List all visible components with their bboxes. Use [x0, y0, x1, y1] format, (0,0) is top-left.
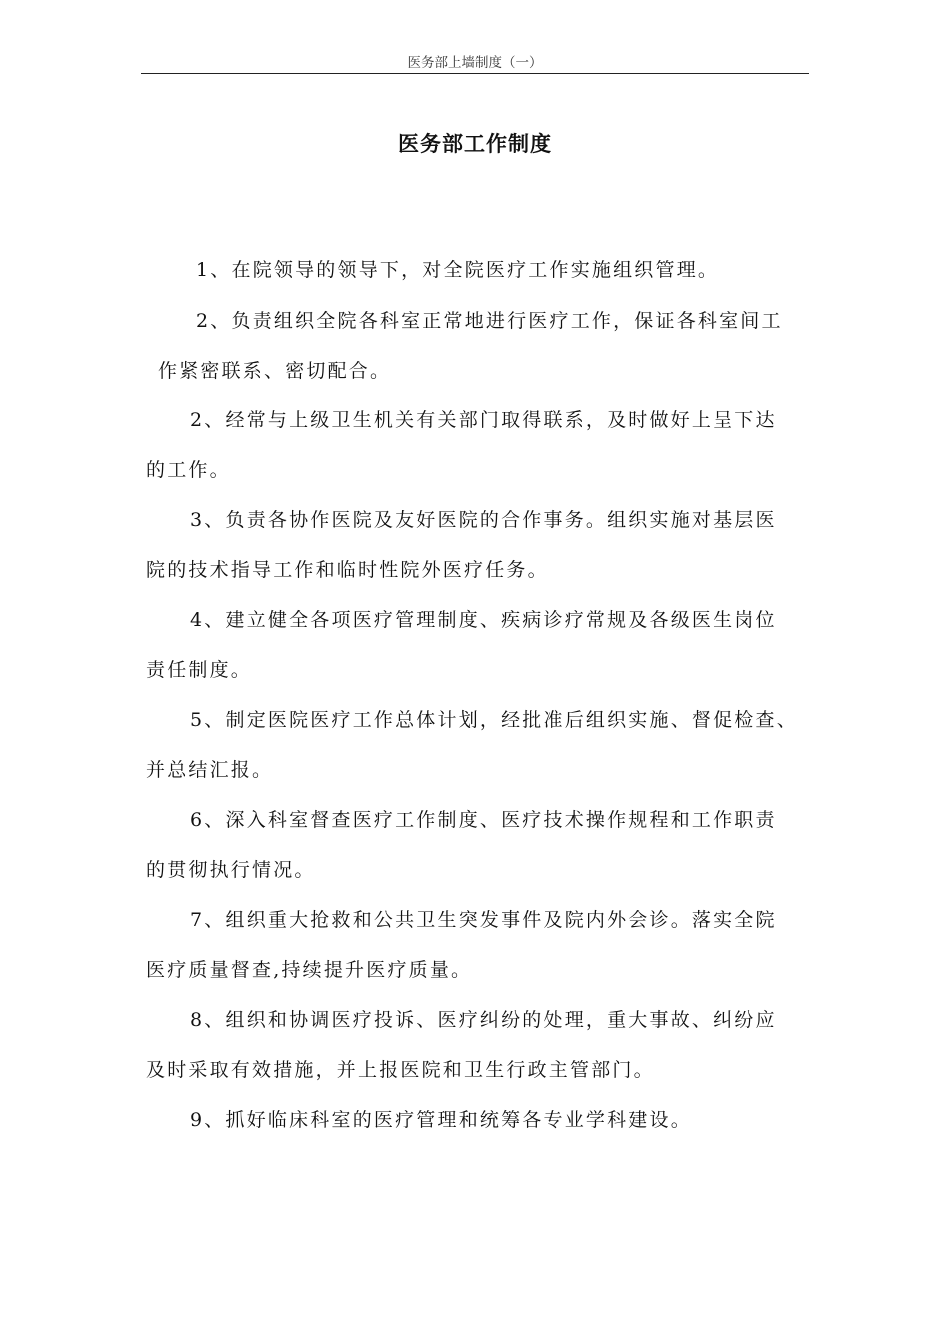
- rule-text-line: 的工作。: [146, 459, 231, 481]
- running-header-title: 医务部上墙制度（一）: [407, 55, 543, 71]
- rule-text-line: 8、组织和协调医疗投诉、医疗纠纷的处理，重大事故、纠纷应: [190, 1009, 777, 1031]
- rule-item-4: [146, 595, 816, 695]
- rule-text-line: 及时采取有效措施，并上报医院和卫生行政主管部门。: [146, 1059, 655, 1081]
- rule-text-line: 4、建立健全各项医疗管理制度、疾病诊疗常规及各级医生岗位: [190, 609, 777, 631]
- document-title: 医务部工作制度: [398, 132, 552, 156]
- rule-text-line: 1、在院领导的领导下，对全院医疗工作实施组织管理。: [196, 259, 720, 281]
- page-header: [141, 52, 809, 74]
- rule-item-6: [146, 795, 816, 895]
- rule-text-line: 7、组织重大抢救和公共卫生突发事件及院内外会诊。落实全院: [190, 909, 777, 931]
- rule-text-line: 2、经常与上级卫生机关有关部门取得联系，及时做好上呈下达: [190, 409, 777, 431]
- rule-text-line: 9、抓好临床科室的医疗管理和统筹各专业学科建设。: [190, 1109, 692, 1131]
- rule-item-9: [146, 1095, 816, 1145]
- rule-item-8: [146, 995, 816, 1095]
- rule-text-line: 6、深入科室督查医疗工作制度、医疗技术操作规程和工作职责: [190, 809, 777, 831]
- rule-item-3: [146, 495, 816, 595]
- rule-text-line: 医疗质量督查,持续提升医疗质量。: [146, 959, 473, 981]
- rule-text-line: 责任制度。: [146, 659, 253, 681]
- rule-text-line: 院的技术指导工作和临时性院外医疗任务。: [146, 559, 549, 581]
- rule-text-line: 并总结汇报。: [146, 759, 274, 781]
- rule-item-7: [146, 895, 816, 995]
- rule-text-line: 作紧密联系、密切配合。: [158, 360, 392, 382]
- rule-text-line: 5、制定医院医疗工作总体计划，经批准后组织实施、督促检查、: [190, 709, 798, 731]
- rule-item-2b: [146, 395, 816, 495]
- rule-text-line: 的贯彻执行情况。: [146, 859, 316, 881]
- rule-item-5: [146, 695, 816, 795]
- rule-item-1: [146, 245, 816, 295]
- rule-item-2: [146, 296, 816, 396]
- rule-text-line: 2、负责组织全院各科室正常地进行医疗工作，保证各科室间工: [196, 310, 783, 332]
- rule-text-line: 3、负责各协作医院及友好医院的合作事务。组织实施对基层医: [190, 509, 777, 531]
